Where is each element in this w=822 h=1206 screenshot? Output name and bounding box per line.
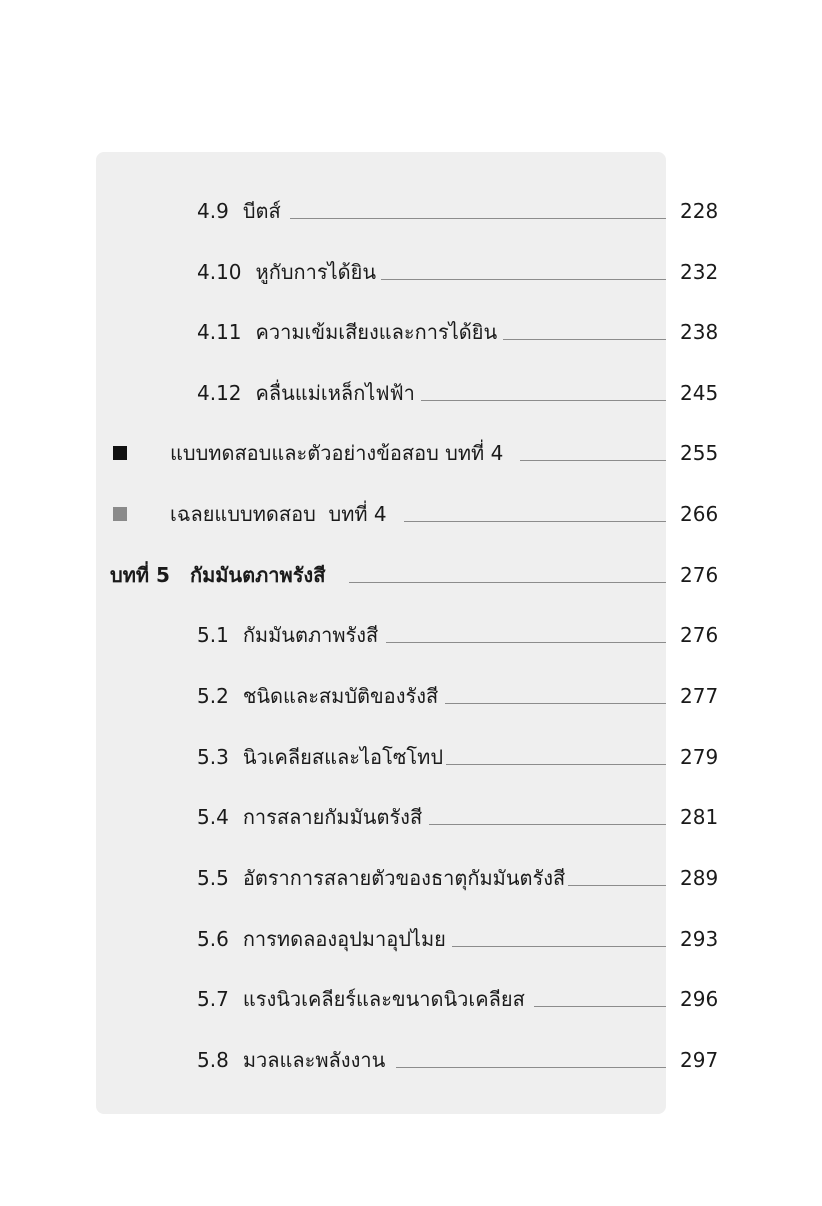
section-title: การทดลองอุปมาอุปไมย bbox=[242, 927, 446, 951]
page-number: 228 bbox=[680, 199, 719, 223]
toc-entry-4-10[interactable] bbox=[0, 252, 822, 292]
section-title: การสลายกัมมันตรังสี bbox=[242, 805, 423, 829]
toc-entry-5-3[interactable] bbox=[0, 737, 822, 777]
section-number: 5.7 bbox=[197, 987, 229, 1011]
dot-leader bbox=[349, 582, 666, 583]
toc-entry-5-4[interactable] bbox=[0, 797, 822, 837]
section-title: เฉลยแบบทดสอบ บทที่ 4 bbox=[170, 502, 387, 526]
page-number: 277 bbox=[680, 684, 719, 708]
page-number: 289 bbox=[680, 866, 719, 890]
toc-entry-5-8[interactable] bbox=[0, 1040, 822, 1080]
toc-entry-5-2[interactable] bbox=[0, 676, 822, 716]
section-title: บีตส์ bbox=[242, 199, 281, 223]
toc-entry-exercise-4[interactable] bbox=[0, 433, 822, 473]
section-number: 5.5 bbox=[197, 866, 229, 890]
page-number: 296 bbox=[680, 987, 719, 1011]
dot-leader bbox=[446, 764, 666, 765]
section-number: 5.3 bbox=[197, 745, 229, 769]
toc-entry-4-12[interactable] bbox=[0, 373, 822, 413]
page-number: 279 bbox=[680, 745, 719, 769]
section-title: ชนิดและสมบัติของรังสี bbox=[242, 684, 439, 708]
section-number: 5.8 bbox=[197, 1048, 229, 1072]
section-number: 4.10 bbox=[197, 260, 242, 284]
section-title: นิวเคลียสและไอโซโทป bbox=[242, 745, 444, 769]
dot-leader bbox=[534, 1006, 666, 1007]
section-number: 5.2 bbox=[197, 684, 229, 708]
toc-entry-5-6[interactable] bbox=[0, 919, 822, 959]
section-title: ความเข้มเสียงและการได้ยิน bbox=[255, 320, 498, 344]
page-number: 232 bbox=[680, 260, 719, 284]
page-number: 281 bbox=[680, 805, 719, 829]
section-number: 4.9 bbox=[197, 199, 229, 223]
dot-leader bbox=[404, 521, 666, 522]
dot-leader bbox=[290, 218, 666, 219]
toc-chapter-5[interactable] bbox=[0, 555, 822, 595]
section-number: 5.1 bbox=[197, 623, 229, 647]
page-number: 245 bbox=[680, 381, 719, 405]
section-number: 4.11 bbox=[197, 320, 242, 344]
page-number: 297 bbox=[680, 1048, 719, 1072]
section-title: หูกับการได้ยิน bbox=[255, 260, 377, 284]
dot-leader bbox=[445, 703, 666, 704]
square-bullet-icon bbox=[113, 507, 127, 521]
section-number: 5.6 bbox=[197, 927, 229, 951]
section-title: แบบทดสอบและตัวอย่างข้อสอบ บทที่ 4 bbox=[170, 441, 504, 465]
section-number: 4.12 bbox=[197, 381, 242, 405]
toc-entry-5-5[interactable] bbox=[0, 858, 822, 898]
dot-leader bbox=[421, 400, 666, 401]
page-number: 276 bbox=[680, 563, 719, 587]
dot-leader bbox=[381, 279, 666, 280]
toc-entry-4-11[interactable] bbox=[0, 312, 822, 352]
dot-leader bbox=[520, 460, 666, 461]
chapter-title: กัมมันตภาพรังสี bbox=[189, 563, 326, 587]
chapter-number: บทที่ 5 bbox=[110, 563, 170, 587]
page-number: 276 bbox=[680, 623, 719, 647]
section-number: 5.4 bbox=[197, 805, 229, 829]
dot-leader bbox=[396, 1067, 666, 1068]
dot-leader bbox=[568, 885, 666, 886]
section-title: คลื่นแม่เหล็กไฟฟ้า bbox=[255, 381, 415, 405]
square-bullet-icon bbox=[113, 446, 127, 460]
page-number: 293 bbox=[680, 927, 719, 951]
dot-leader bbox=[503, 339, 666, 340]
toc-entry-answers-4[interactable] bbox=[0, 494, 822, 534]
dot-leader bbox=[386, 642, 666, 643]
dot-leader bbox=[452, 946, 666, 947]
page-number: 238 bbox=[680, 320, 719, 344]
page-number: 255 bbox=[680, 441, 719, 465]
dot-leader bbox=[429, 824, 666, 825]
section-title: กัมมันตภาพรังสี bbox=[242, 623, 379, 647]
toc-entry-5-7[interactable] bbox=[0, 979, 822, 1019]
section-title: มวลและพลังงาน bbox=[242, 1048, 386, 1072]
page-number: 266 bbox=[680, 502, 719, 526]
toc-entry-5-1[interactable] bbox=[0, 615, 822, 655]
section-title: อัตราการสลายตัวของธาตุกัมมันตรังสี bbox=[242, 866, 566, 890]
toc-entry-4-9[interactable] bbox=[0, 191, 822, 231]
section-title: แรงนิวเคลียร์และขนาดนิวเคลียส bbox=[242, 987, 525, 1011]
